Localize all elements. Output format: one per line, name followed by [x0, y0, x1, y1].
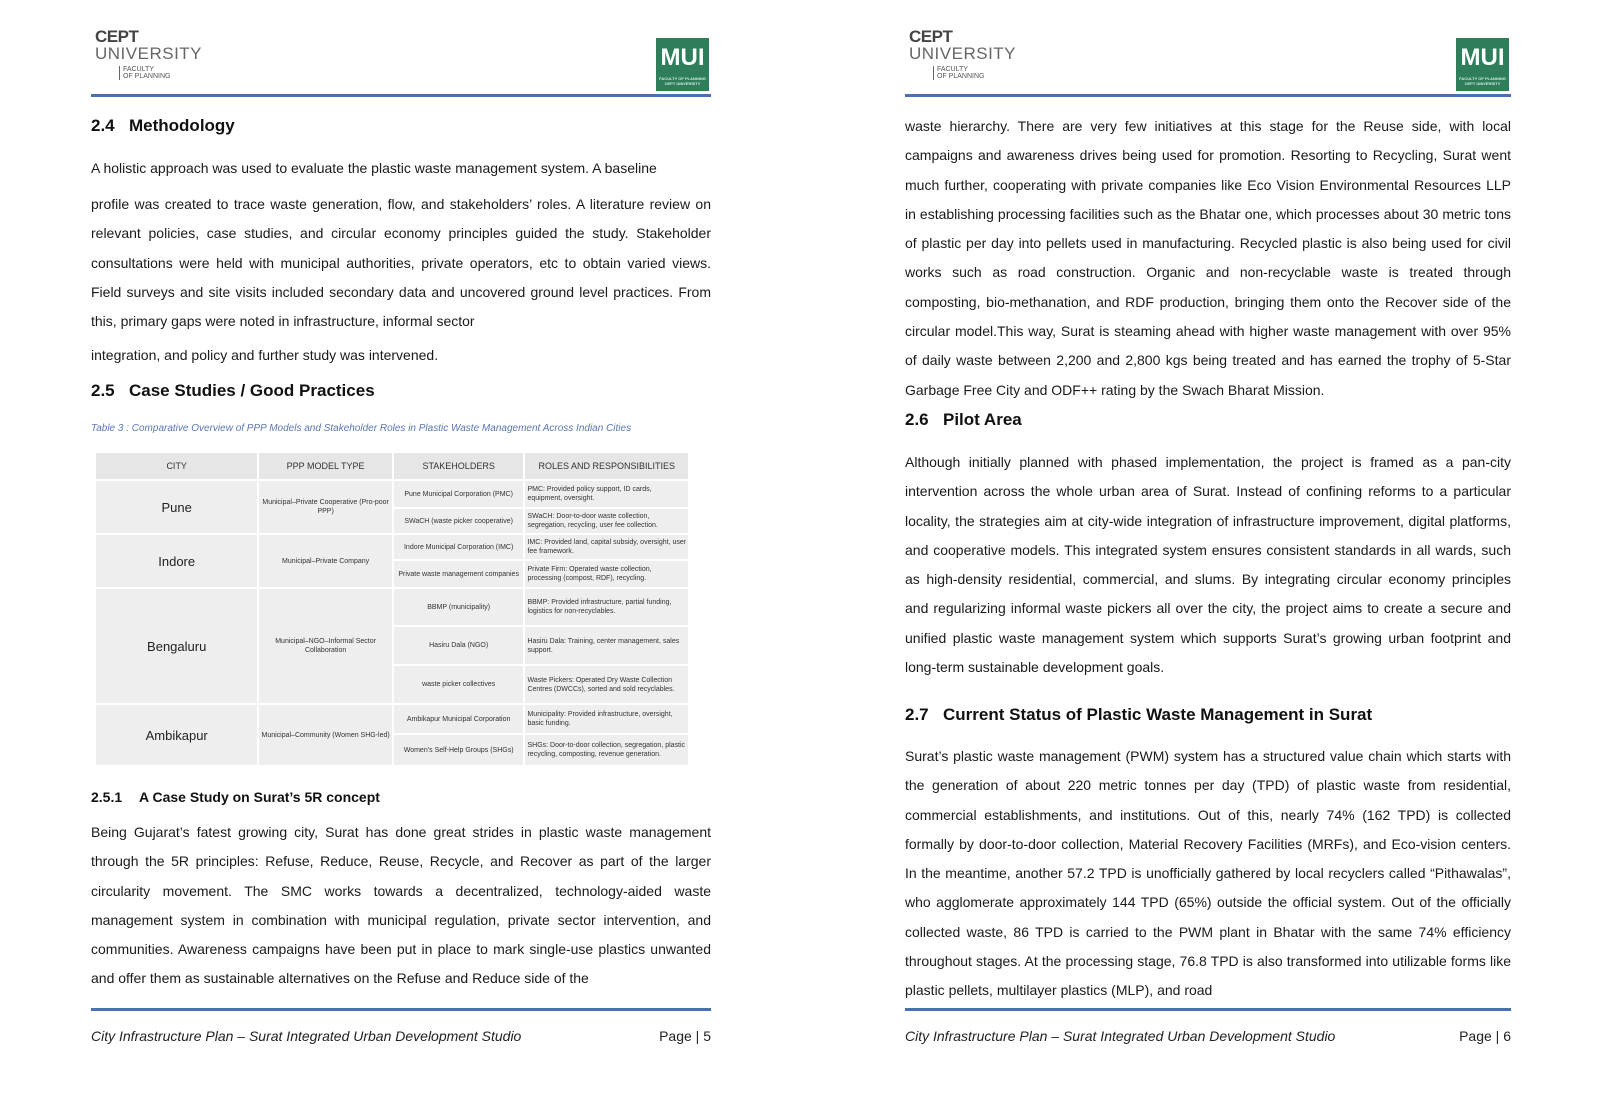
logo-line-faculty: FACULTY [123, 66, 154, 73]
stakeholder-cell: Hasiru Dala (NGO) [393, 626, 525, 665]
role-cell: Waste Pickers: Operated Dry Waste Collection Centres (DWCCs), sorted and sold recyclables. [524, 665, 689, 704]
section-title: Current Status of Plastic Waste Management in Surat [943, 705, 1373, 724]
surat-5r-paragraph: Being Gujarat’s fatest growing city, Surat has done great strides in plastic waste management through the 5R principles: Refuse, Reduce, Reuse, Recycle, and Recover as part of the larger circularity movement. The SMC works towards a decentralized, technology-aided waste management system in combination with municipal regulation, private sector intervention, and communities. Awareness campaigns have been put in place to mark single-use plastics unwanted and offer them as sustainable alternatives on the Refuse and Reduce side of the [91, 824, 711, 987]
logo-line-university: UNIVERSITY [95, 44, 203, 63]
role-cell: SWaCH: Door-to-door waste collection, segregation, recycling, user fee collection. [524, 508, 689, 534]
section-number: 2.7 [905, 705, 929, 724]
section-title: Methodology [129, 116, 235, 135]
mui-logo [656, 38, 709, 91]
methodology-paragraph-line1: A holistic approach was used to evaluate the plastic waste management system. A baseline [91, 160, 657, 176]
section-heading-2-7 [905, 705, 1372, 725]
role-cell: Municipality: Provided infrastructure, oversight, basic funding. [524, 704, 689, 734]
city-cell: Bengaluru [95, 588, 258, 704]
role-cell: SHGs: Door-to-door collection, segregation, plastic recycling, composting, revenue generation. [524, 734, 689, 766]
stakeholder-cell: Private waste management companies [393, 560, 525, 588]
table-row [95, 704, 689, 734]
column-header-ppp-model: PPP MODEL TYPE [258, 452, 392, 480]
section-title: Pilot Area [943, 410, 1022, 429]
page-right [905, 0, 1511, 1120]
table-row [95, 480, 689, 508]
table-header-row [95, 452, 689, 480]
footer-rule [91, 1008, 711, 1011]
subsection-title: A Case Study on Surat’s 5R concept [139, 789, 380, 805]
table-caption: Table 3 : Comparative Overview of PPP Models and Stakeholder Roles in Plastic Waste Management Across Indian Cities [91, 423, 632, 434]
section-heading-2-6 [905, 410, 1022, 430]
stakeholder-cell: Ambikapur Municipal Corporation [393, 704, 525, 734]
footer-title: City Infrastructure Plan – Surat Integrated Urban Development Studio [905, 1028, 1336, 1044]
subsection-number: 2.5.1 [91, 789, 123, 805]
section-heading-2-5 [91, 381, 375, 401]
header-rule [91, 94, 711, 97]
role-cell: PMC: Provided policy support, ID cards, equipment, oversight. [524, 480, 689, 508]
recycling-paragraph: waste hierarchy. There are very few initiatives at this stage for the Reuse side, with local campaigns and awareness drives being used for promotion. Resorting to Recycling, Surat went much further, cooperating with private companies like Eco Vision Environmental Resources LLP in establishing processing facilities such as the Bhatar one, which processes about 30 metric tons of plastic per day into pellets used in manufacturing. Recycled plastic is also being used for civil works such as road construction. Organic and non-recyclable waste is treated through composting, bio-methanation, and RDF production, bringing them onto the Recover side of the circular model.This way, Surat is steaming ahead with higher waste management with over 95% of daily waste between 2,200 and 2,800 kgs being treated and has earned the trophy of 5-Star Garbage Free City and ODF++ rating by the Swach Bharat Mission. [905, 118, 1511, 398]
logo-line-cept: CEPT [95, 27, 139, 46]
header-rule [905, 94, 1511, 97]
footer-title: City Infrastructure Plan – Surat Integrated Urban Development Studio [91, 1028, 522, 1044]
ppp-comparison-table [94, 451, 690, 767]
section-title: Case Studies / Good Practices [129, 381, 375, 400]
column-header-roles: ROLES AND RESPONSIBILITIES [524, 452, 689, 480]
role-cell: BBMP: Provided infrastructure, partial funding, logistics for non-recyclables. [524, 588, 689, 626]
pilot-area-paragraph: Although initially planned with phased implementation, the project is framed as a pan-city intervention across the whole urban area of Surat. Instead of confining reforms to a particular locality, the strategies aim at city-wide integration of infrastructure improvement, digital platforms, and cooperative models. This integrated system ensures consistent standards in all wards, such as high-density residential, commercial, and slums. By integrating circular economy principles and regularizing informal waste pickers all over the city, the project aims to create a secure and unified plastic waste management system which supports Surat’s growing urban footprint and long-term sustainable development goals. [905, 454, 1511, 676]
page-number: Page | 5 [659, 1028, 711, 1044]
mui-logo-subtext: FACULTY OF PLANNING CEPT UNIVERSITY [659, 76, 706, 86]
stakeholder-cell: BBMP (municipality) [393, 588, 525, 626]
city-cell: Indore [95, 534, 258, 588]
model-cell: Municipal–NGO–Informal Sector Collaboration [258, 588, 392, 704]
city-cell: Ambikapur [95, 704, 258, 766]
section-number: 2.6 [905, 410, 929, 429]
logo-line-planning: OF PLANNING [123, 73, 171, 80]
model-cell: Municipal–Community (Women SHG-led) [258, 704, 392, 766]
current-status-paragraph: Surat’s plastic waste management (PWM) system has a structured value chain which starts with the generation of about 220 metric tonnes per day (TPD) of plastic waste from residential, commercial establishments, and institutions. Out of this, nearly 74% (162 TPD) is collected formally by door-to-door collection, Material Recovery Facilities (MRFs), and Eco-vision centers. In the meantime, another 57.2 TPD is unofficially gathered by local recyclers called “Pithawalas”, who agglomerate approximately 144 TPD (65%) outside the official system. Out of the officially collected waste, 86 TPD is carried to the PWM plant in Bhatar with the same 74% efficiency throughout stages. At the processing stage, 76.8 TPD is also transformed into utilizable forms like plastic pellets, multilayer plastics (MLP), and road [905, 748, 1511, 999]
cept-university-logo [95, 28, 215, 88]
section-number: 2.4 [91, 116, 115, 135]
column-header-stakeholders: STAKEHOLDERS [393, 452, 525, 480]
stakeholder-cell: waste picker collectives [393, 665, 525, 704]
mui-logo-text: MUI [660, 44, 705, 71]
logo-line-cept: CEPT [909, 27, 953, 46]
page-left [91, 0, 711, 1120]
mui-logo-text: MUI [1460, 44, 1505, 71]
methodology-paragraph-end: integration, and policy and further study was intervened. [91, 347, 439, 363]
table-row [95, 588, 689, 626]
logo-faculty [119, 66, 170, 80]
role-cell: Hasiru Dala: Training, center management, sales support. [524, 626, 689, 665]
logo-faculty [933, 66, 984, 80]
stakeholder-cell: SWaCH (waste picker cooperative) [393, 508, 525, 534]
subsection-heading-2-5-1 [91, 789, 380, 805]
model-cell: Municipal–Private Company [258, 534, 392, 588]
section-number: 2.5 [91, 381, 115, 400]
mui-logo-subtext: FACULTY OF PLANNING CEPT UNIVERSITY [1459, 76, 1506, 86]
methodology-paragraph: profile was created to trace waste generation, flow, and stakeholders’ roles. A literature review on relevant policies, case studies, and circular economy principles guided the study. Stakeholder consultations were held with municipal authorities, private operators, etc to obtain varied views. Field surveys and site visits included secondary data and uncovered ground level practices. From this, primary gaps were noted in infrastructure, informal sector [91, 196, 711, 330]
city-cell: Pune [95, 480, 258, 534]
stakeholder-cell: Pune Municipal Corporation (PMC) [393, 480, 525, 508]
logo-line-university: UNIVERSITY [909, 44, 1017, 63]
table-row [95, 534, 689, 560]
stakeholder-cell: Women’s Self-Help Groups (SHGs) [393, 734, 525, 766]
section-heading-2-4 [91, 116, 235, 136]
logo-line-faculty: FACULTY [937, 66, 968, 73]
logo-line-planning: OF PLANNING [937, 73, 985, 80]
page-number: Page | 6 [1459, 1028, 1511, 1044]
model-cell: Municipal–Private Cooperative (Pro-poor PPP) [258, 480, 392, 534]
column-header-city: CITY [95, 452, 258, 480]
footer-rule [905, 1008, 1511, 1011]
stakeholder-cell: Indore Municipal Corporation (IMC) [393, 534, 525, 560]
role-cell: IMC: Provided land, capital subsidy, oversight, user fee framework. [524, 534, 689, 560]
cept-university-logo [909, 28, 1029, 88]
role-cell: Private Firm: Operated waste collection, processing (compost, RDF), recycling. [524, 560, 689, 588]
mui-logo [1456, 38, 1509, 91]
